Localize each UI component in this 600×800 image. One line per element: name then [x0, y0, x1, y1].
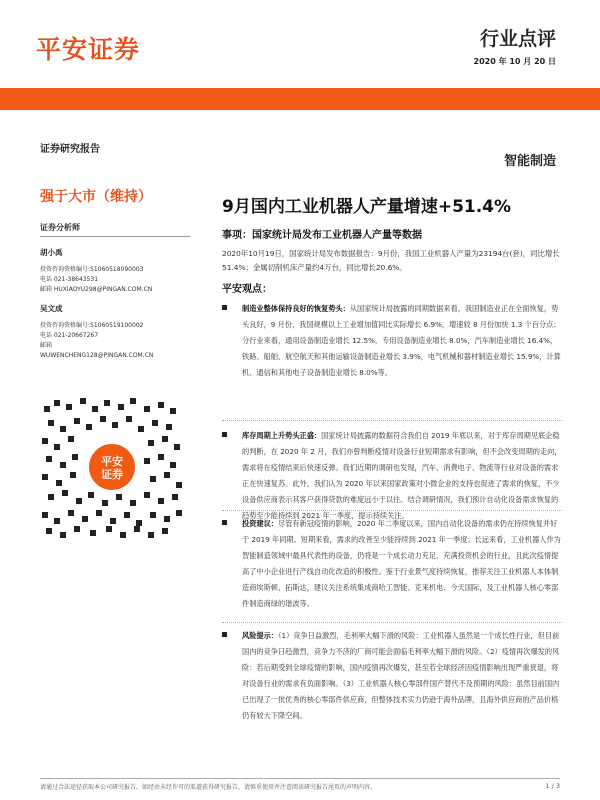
- divider: [222, 622, 562, 623]
- list-item: [222, 516, 562, 612]
- bullet-square-icon: [222, 520, 227, 525]
- sector-label: 智能制造: [503, 154, 556, 169]
- report-kind: 证券研究报告: [40, 144, 100, 155]
- divider: [40, 778, 560, 779]
- analyst-email-label: 邮箱: [40, 342, 53, 349]
- divider: [222, 420, 562, 421]
- bullet-text: 从国家统计局披露的同期数据来看，我国制造业正在全面恢复，势头良好，9 月份，我国规模以上工业增加值同比实际增长 6.9%，增速较 8 月份加快 1.3 个百分点；分行业来看，通用设备制造业增长 12.5%，专用设备制造业增长 8.0%，汽车制造业增长 16.4%，铁路、船舶、航空航天和其他运输设备制造业增长 3.9%，电气机械和器材制造业增长 15.9%，计算机、通信和其他电子设备制造业增长 8.0%等。: [242, 304, 561, 377]
- rating-label: 强于大市（维持）: [40, 189, 152, 205]
- analyst-license: 投资咨询资格编号:S1060519100002: [40, 322, 144, 329]
- bullet-lead: 制造业整体保持良好的恢复势头：: [242, 304, 350, 313]
- bullet-text: 尽管有新冠疫情的影响，2020 年二季度以来，国内自动化设备的需求仍在持续恢复并好于 2019 年同期。短期来看，需求的改善至少能持续到 2021 年一季度；长远来看，工业机器人作为智能制造领域中最具代表性的设备，仍将是一个成长动力充足、充满投资机会的行业，且此次疫情提高了中小企业进行产线自动化改造的积极性。鉴于行业景气度持续恢复，推荐关注工业机器人本体制造商埃斯顿、拓斯达，建议关注系统集成商哈工智能、克来机电、今天国际，及工业机器人核心零部件制造商绿的谐波等。: [242, 519, 561, 608]
- analyst-section-title: 证券分析师: [40, 223, 80, 232]
- report-date: 2020 年 10 月 20 日: [473, 57, 556, 66]
- event-title: 事项：国家统计局发布工业机器人产量等数据: [222, 230, 422, 241]
- qr-label: 平安: [101, 455, 123, 468]
- footer-disclaimer: 请通过合法途径获取本公司研究报告，如经由未经许可的渠道获得研究报告，请慎重使用并注意阅读研究报告尾页的声明内容。: [40, 784, 377, 791]
- analyst-phone: 电话 021-38643531: [40, 276, 99, 283]
- divider: [40, 236, 190, 237]
- bullet-square-icon: [222, 305, 227, 310]
- bullet-square-icon: [222, 632, 227, 637]
- report-type: 行业点评: [479, 28, 556, 50]
- analyst-email[interactable]: 邮箱 HUXIAOYU298@PINGAN.COM.CN: [40, 286, 153, 293]
- qr-label: 证券: [101, 468, 123, 481]
- analyst-license: 投资咨询资格编号:S1060518090003: [40, 266, 144, 273]
- bullet-text: （1）竞争日益激烈，毛利率大幅下滑的风险：工业机器人虽然是一个成长性行业，但目前国内的竞争日趋激烈，竞争力不济的厂商可能会面临毛利率大幅下滑的风险。（2）疫情再次爆发的风险：若后期受到全球疫情的影响，国内疫情再次爆发，甚至若全球经济因疫情影响出现严重衰退，将对设备行业的需求有负面影响。（3）工业机器人核心零部件国产替代不及预期的风险：虽然目前国内已出现了一批优秀的核心零部件供应商，但整体技术实力仍逊于海外品牌，且海外供应商的产品价格仍有较大下降空间。: [242, 631, 560, 720]
- page-number: 1 / 3: [545, 782, 560, 790]
- analyst-phone: 电话 021-20667267: [40, 332, 99, 339]
- analyst-email[interactable]: WUWENCHENG128@PINGAN.COM.CN: [40, 352, 154, 359]
- company-logo: 平安证券: [36, 35, 141, 64]
- list-item: [222, 301, 562, 381]
- analyst-name: 吴文成: [40, 304, 63, 313]
- bullet-lead: 风险提示：: [242, 631, 278, 640]
- list-item: [222, 628, 562, 724]
- bullet-square-icon: [222, 432, 227, 437]
- qr-logo-badge: [87, 442, 137, 492]
- qr-code[interactable]: [40, 396, 182, 538]
- header-band: [0, 88, 600, 110]
- divider: [222, 510, 562, 511]
- event-body: 2020年10月19日，国家统计局发布数据报告：9月份，我国工业机器人产量为23194台(套)，同比增长51.4%；金属切削机床产量约4万台，同比增长20.6%。: [222, 249, 560, 272]
- analyst-name: 胡小禹: [40, 248, 63, 257]
- analyst-card: [40, 248, 152, 295]
- views-title: 平安观点：: [222, 284, 272, 295]
- report-headline: 9月国内工业机器人产量增速+51.4%: [222, 197, 512, 217]
- analyst-card: [40, 304, 153, 361]
- bullet-text: 国家统计局披露的数据符合我们自 2019 年底以来，对于库存周期见底企稳的判断，在 2020 年 2 月，我们亦曾判断疫情对设备行业短期需求有影响，但不会改变周期的走向，需求将在疫情结束后快速反弹。我们近期的调研也发现，汽车、消费电子、物流等行业对设备的需求正在快速复苏。此外，我们认为 2020 年以来国家政策对小微企业的支持也促进了需求的恢复，不少设备供应商表示其客户获得贷款的难度远小于以往。结合调研情况，我们预计自动化设备需求恢复的趋势至少能持续到 2021 年一季度，提示持续关注。: [242, 431, 562, 520]
- bullet-lead: 投资建议：: [242, 519, 278, 528]
- bullet-lead: 库存周期上升势头正盛：: [242, 431, 322, 440]
